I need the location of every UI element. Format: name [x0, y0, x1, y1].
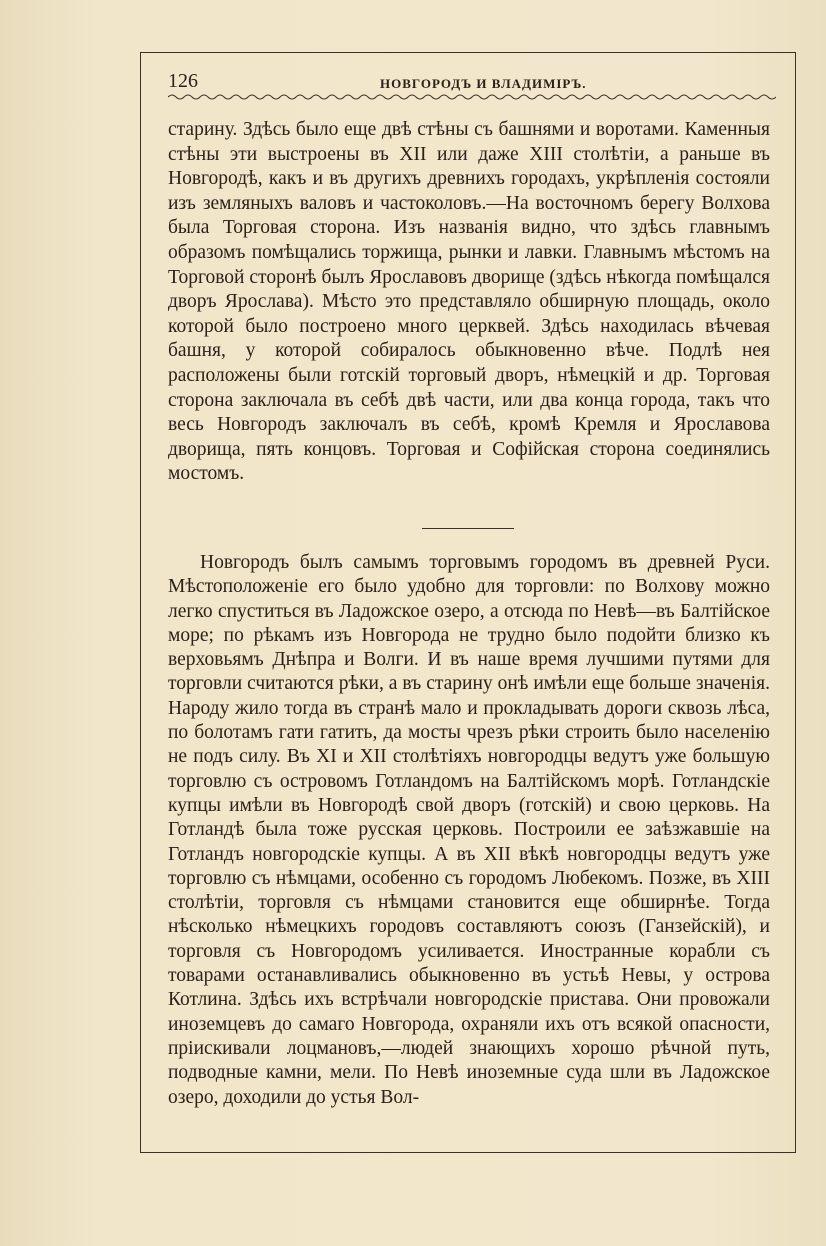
frame-left-rule	[140, 52, 141, 1152]
frame-top-rule	[140, 52, 796, 53]
running-title: НОВГОРОДЪ И ВЛАДИМІРЪ.	[380, 76, 587, 91]
page-number: 126	[168, 70, 198, 92]
paragraph-1: старину. Здѣсь было еще двѣ стѣны съ башнями и воротами. Каменныя стѣны эти выстроены въ XII или даже XIII столѣтіи, а раньше въ Новгородѣ, какъ и въ другихъ древнихъ городахъ, укрѣпленія состояли изъ земляныхъ валовъ и частоколовъ.—На восточномъ берегу Волхова была Торговая сторона. Изъ названія видно, что здѣсь главнымъ образомъ помѣщались торжища, рынки и лавки. Главнымъ мѣстомъ на Торговой сторонѣ былъ Ярославовъ дворище (здѣсь нѣкогда помѣщался дворъ Ярослава). Мѣсто это представляло обширную площадь, около которой было построено много церквей. Здѣсь находилась вѣчевая башня, у которой собиралось обыкновенно вѣче. Подлѣ нея расположены были готскій торговый дворъ, нѣмецкій и др. Торговая сторона заключала въ себѣ двѣ части, или два конца города, такъ что весь Новгородъ заключалъ въ себѣ, кромѣ Кремля и Ярославова дворища, пять концовъ. Торговая и Софійская сторона соединялись мостомъ.	[168, 119, 770, 485]
frame-bottom-rule	[140, 1152, 796, 1153]
frame-right-rule	[795, 52, 796, 1152]
ornamental-wavy-rule	[168, 92, 776, 102]
paragraph-2: Новгородъ былъ самымъ торговымъ городомъ въ древней Руси. Мѣстоположеніе его было удобно для торговли: по Волхову можно легко спуститься въ Ладожское озеро, а отсюда по Невѣ—въ Балтійское море; по рѣкамъ изъ Новгорода не трудно было подойти близко къ верховьямъ Днѣпра и Волги. И въ наше время лучшими путями для торговли считаются рѣки, а въ старину онѣ имѣли еще больше значенія. Народу жило тогда въ странѣ мало и прокладывать дороги сквозь лѣса, по болотамъ гати гатить, да мосты чрезъ рѣки строить было населенію не подъ силу. Въ XI и XII столѣтіяхъ новгородцы ведутъ уже большую торговлю съ островомъ Готландомъ на Балтійскомъ морѣ. Готландскіе купцы имѣли въ Новгородѣ свой дворъ (готскій) и свою церковь. На Готландѣ была тоже русская церковь. Построили ее заѣзжавшіе на Готландъ новгородскіе купцы. А въ XII вѣкѣ новгородцы ведутъ уже торговлю съ нѣмцами, особенно съ городомъ Любекомъ. Позже, въ XIII столѣтіи, торговля съ нѣмцами становится еще обширнѣе. Тогда нѣсколько нѣмецкихъ городовъ составляютъ союзъ (Ганзейскій), и торговля съ Новгородомъ усиливается. Иностранные корабли съ товарами останавливались обыкновенно въ устьѣ Невы, у острова Котлина. Здѣсь ихъ встрѣчали новгородскіе пристава. Они провожали иноземцевъ до самаго Новгорода, охраняли ихъ отъ всякой опасности, пріискивали лоцмановъ,—людей знающихъ хорошо рѣчной путь, подводные камни, мели. По Невѣ иноземные суда шли въ Ладожское озеро, доходили до устья Вол-	[168, 552, 770, 1108]
section-divider	[422, 528, 514, 529]
